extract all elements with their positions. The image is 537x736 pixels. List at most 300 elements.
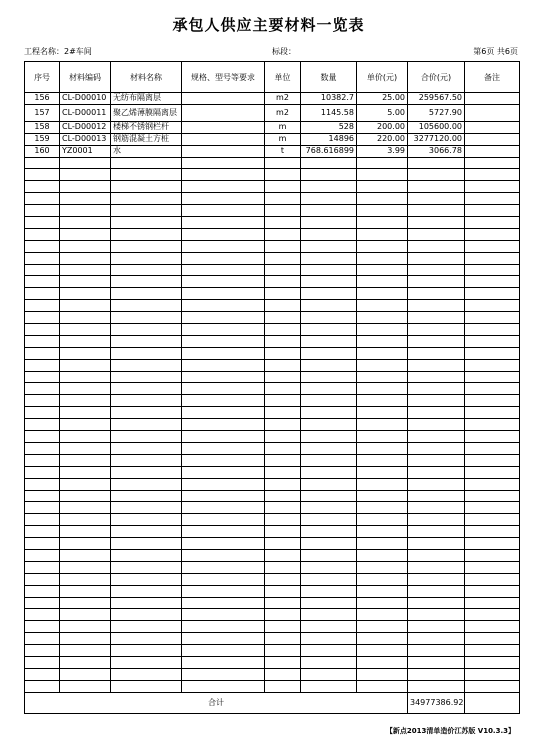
cell-empty (465, 526, 520, 538)
cell-empty (265, 205, 301, 217)
cell-empty (465, 240, 520, 252)
cell-note (465, 145, 520, 157)
cell-empty (301, 335, 357, 347)
cell-empty (265, 645, 301, 657)
cell-empty (111, 193, 182, 205)
table-row-empty (25, 312, 520, 324)
cell-empty (301, 609, 357, 621)
cell-empty (408, 514, 465, 526)
cell-empty (465, 478, 520, 490)
cell-empty (60, 312, 111, 324)
cell-empty (25, 347, 60, 359)
cell-empty (111, 169, 182, 181)
cell-empty (301, 395, 357, 407)
cell-empty (357, 169, 408, 181)
cell-empty (408, 240, 465, 252)
cell-empty (265, 466, 301, 478)
cell-empty (357, 276, 408, 288)
cell-empty (60, 252, 111, 264)
cell-empty (301, 538, 357, 550)
cell-empty (25, 514, 60, 526)
table-row (25, 104, 520, 121)
cell-empty (408, 549, 465, 561)
cell-empty (265, 335, 301, 347)
cell-empty (25, 240, 60, 252)
cell-empty (357, 395, 408, 407)
table-row-empty (25, 597, 520, 609)
cell-empty (182, 312, 265, 324)
cell-empty (408, 538, 465, 550)
cell-empty (301, 645, 357, 657)
cell-empty (25, 407, 60, 419)
cell-empty (408, 335, 465, 347)
cell-code: CL-D00011 (60, 104, 111, 121)
cell-qty: 768.616899 (301, 145, 357, 157)
cell-empty (465, 181, 520, 193)
cell-empty (465, 205, 520, 217)
cell-empty (182, 395, 265, 407)
table-row-empty (25, 335, 520, 347)
cell-empty (357, 680, 408, 692)
cell-empty (111, 478, 182, 490)
cell-empty (265, 419, 301, 431)
cell-empty (111, 217, 182, 229)
cell-code: CL-D00010 (60, 93, 111, 105)
cell-empty (301, 359, 357, 371)
cell-empty (301, 419, 357, 431)
cell-empty (111, 359, 182, 371)
cell-empty (182, 668, 265, 680)
cell-empty (182, 573, 265, 585)
cell-empty (408, 205, 465, 217)
cell-empty (357, 383, 408, 395)
cell-empty (408, 668, 465, 680)
cell-empty (182, 645, 265, 657)
cell-empty (182, 276, 265, 288)
cell-empty (60, 526, 111, 538)
cell-empty (357, 335, 408, 347)
cell-empty (357, 466, 408, 478)
cell-empty (465, 252, 520, 264)
cell-empty (408, 573, 465, 585)
cell-empty (25, 490, 60, 502)
cell-empty (301, 383, 357, 395)
cell-empty (408, 633, 465, 645)
cell-empty (408, 407, 465, 419)
cell-empty (465, 431, 520, 443)
table-row-empty (25, 193, 520, 205)
cell-empty (182, 561, 265, 573)
cell-empty (465, 454, 520, 466)
table-row-empty (25, 407, 520, 419)
table-row-empty (25, 181, 520, 193)
cell-empty (357, 538, 408, 550)
cell-empty (182, 514, 265, 526)
cell-code: CL-D00012 (60, 121, 111, 133)
cell-empty (465, 490, 520, 502)
cell-empty (357, 621, 408, 633)
table-row-empty (25, 656, 520, 668)
cell-empty (60, 359, 111, 371)
cell-empty (60, 454, 111, 466)
cell-note (465, 133, 520, 145)
cell-empty (182, 359, 265, 371)
cell-empty (111, 252, 182, 264)
cell-empty (301, 228, 357, 240)
table-row-empty (25, 419, 520, 431)
cell-empty (25, 371, 60, 383)
cell-empty (111, 431, 182, 443)
cell-empty (60, 240, 111, 252)
cell-empty (301, 407, 357, 419)
cell-empty (357, 240, 408, 252)
cell-empty (357, 324, 408, 336)
table-row-empty (25, 645, 520, 657)
cell-empty (465, 419, 520, 431)
cell-empty (301, 514, 357, 526)
cell-empty (25, 252, 60, 264)
cell-empty (357, 454, 408, 466)
total-label: 合计 (25, 692, 408, 713)
cell-empty (357, 371, 408, 383)
cell-empty (25, 431, 60, 443)
cell-empty (408, 597, 465, 609)
cell-empty (408, 193, 465, 205)
cell-total: 105600.00 (408, 121, 465, 133)
cell-empty (111, 526, 182, 538)
table-row-empty (25, 585, 520, 597)
cell-empty (357, 228, 408, 240)
cell-empty (408, 228, 465, 240)
cell-empty (182, 347, 265, 359)
cell-empty (301, 561, 357, 573)
table-row-empty (25, 217, 520, 229)
cell-empty (60, 193, 111, 205)
cell-empty (465, 407, 520, 419)
cell-empty (301, 347, 357, 359)
cell-empty (265, 549, 301, 561)
cell-empty (182, 609, 265, 621)
cell-empty (408, 300, 465, 312)
cell-empty (111, 621, 182, 633)
cell-empty (301, 621, 357, 633)
cell-empty (301, 157, 357, 169)
cell-empty (111, 371, 182, 383)
cell-empty (60, 276, 111, 288)
cell-empty (265, 526, 301, 538)
cell-empty (265, 217, 301, 229)
table-row (25, 121, 520, 133)
cell-empty (465, 300, 520, 312)
cell-unit: m (265, 133, 301, 145)
table-row-empty (25, 205, 520, 217)
cell-empty (465, 395, 520, 407)
cell-empty (465, 538, 520, 550)
cell-note (465, 104, 520, 121)
cell-empty (60, 668, 111, 680)
table-row-empty (25, 395, 520, 407)
cell-empty (301, 573, 357, 585)
cell-empty (60, 383, 111, 395)
cell-empty (408, 454, 465, 466)
cell-empty (265, 312, 301, 324)
cell-empty (265, 169, 301, 181)
cell-empty (111, 585, 182, 597)
cell-unit: m2 (265, 104, 301, 121)
cell-empty (111, 300, 182, 312)
cell-empty (111, 181, 182, 193)
cell-no: 156 (25, 93, 60, 105)
cell-empty (111, 514, 182, 526)
header-total: 合价(元) (408, 62, 465, 93)
cell-empty (265, 157, 301, 169)
cell-spec (182, 121, 265, 133)
cell-empty (265, 431, 301, 443)
cell-empty (25, 597, 60, 609)
cell-empty (111, 205, 182, 217)
cell-empty (111, 157, 182, 169)
cell-total: 5727.90 (408, 104, 465, 121)
page-info: 第6页 共6页 (473, 47, 518, 56)
cell-empty (408, 490, 465, 502)
cell-empty (265, 656, 301, 668)
cell-empty (265, 573, 301, 585)
project-name (24, 46, 92, 57)
cell-price: 3.99 (357, 145, 408, 157)
cell-empty (60, 205, 111, 217)
table-row-empty (25, 633, 520, 645)
cell-empty (301, 597, 357, 609)
cell-empty (408, 621, 465, 633)
cell-empty (111, 240, 182, 252)
cell-empty (408, 288, 465, 300)
cell-empty (25, 502, 60, 514)
header-no: 序号 (25, 62, 60, 93)
cell-empty (182, 169, 265, 181)
cell-empty (25, 633, 60, 645)
cell-empty (182, 383, 265, 395)
table-row (25, 93, 520, 105)
cell-total: 3277120.00 (408, 133, 465, 145)
cell-empty (265, 621, 301, 633)
cell-empty (357, 252, 408, 264)
cell-empty (182, 300, 265, 312)
cell-empty (465, 502, 520, 514)
table-row-empty (25, 347, 520, 359)
cell-price: 220.00 (357, 133, 408, 145)
cell-empty (111, 609, 182, 621)
cell-empty (25, 276, 60, 288)
cell-empty (60, 264, 111, 276)
cell-empty (25, 181, 60, 193)
cell-empty (265, 264, 301, 276)
cell-empty (111, 561, 182, 573)
table-row-empty (25, 276, 520, 288)
cell-empty (25, 335, 60, 347)
cell-empty (111, 276, 182, 288)
cell-unit: m (265, 121, 301, 133)
header-name: 材料名称 (111, 62, 182, 93)
table-row-empty (25, 680, 520, 692)
header-qty: 数量 (301, 62, 357, 93)
cell-empty (408, 324, 465, 336)
cell-empty (111, 573, 182, 585)
cell-empty (408, 419, 465, 431)
cell-empty (25, 383, 60, 395)
cell-empty (357, 407, 408, 419)
cell-empty (111, 680, 182, 692)
cell-empty (25, 205, 60, 217)
cell-empty (182, 585, 265, 597)
table-row-empty (25, 169, 520, 181)
cell-empty (265, 561, 301, 573)
cell-empty (182, 478, 265, 490)
cell-empty (357, 609, 408, 621)
cell-empty (357, 419, 408, 431)
cell-empty (265, 407, 301, 419)
cell-empty (357, 549, 408, 561)
cell-empty (465, 157, 520, 169)
cell-empty (465, 442, 520, 454)
cell-empty (25, 264, 60, 276)
cell-empty (182, 264, 265, 276)
cell-empty (408, 276, 465, 288)
cell-empty (111, 645, 182, 657)
cell-empty (357, 645, 408, 657)
cell-empty (111, 324, 182, 336)
cell-empty (301, 264, 357, 276)
cell-empty (357, 490, 408, 502)
cell-empty (408, 181, 465, 193)
total-note (465, 692, 520, 713)
cell-empty (60, 633, 111, 645)
cell-empty (25, 466, 60, 478)
cell-empty (265, 359, 301, 371)
cell-empty (265, 680, 301, 692)
cell-empty (60, 478, 111, 490)
cell-spec (182, 93, 265, 105)
cell-empty (25, 157, 60, 169)
software-footer: 【新点2013清单造价江苏版 V10.3.3】 (385, 727, 515, 735)
header-spec: 规格、型号等要求 (182, 62, 265, 93)
cell-qty: 10382.7 (301, 93, 357, 105)
cell-empty (25, 228, 60, 240)
cell-empty (301, 312, 357, 324)
cell-total: 259567.50 (408, 93, 465, 105)
cell-no: 159 (25, 133, 60, 145)
cell-empty (60, 549, 111, 561)
cell-empty (357, 181, 408, 193)
cell-empty (111, 466, 182, 478)
cell-empty (111, 633, 182, 645)
cell-code: CL-D00013 (60, 133, 111, 145)
project-label: 工程名称： (24, 47, 64, 56)
cell-empty (60, 514, 111, 526)
cell-empty (265, 668, 301, 680)
cell-empty (301, 442, 357, 454)
header-price: 单价(元) (357, 62, 408, 93)
cell-empty (301, 300, 357, 312)
cell-empty (60, 228, 111, 240)
cell-empty (182, 288, 265, 300)
cell-empty (301, 288, 357, 300)
cell-empty (301, 454, 357, 466)
cell-empty (25, 609, 60, 621)
cell-empty (60, 324, 111, 336)
cell-empty (60, 395, 111, 407)
cell-empty (111, 288, 182, 300)
cell-empty (111, 549, 182, 561)
cell-empty (357, 300, 408, 312)
cell-empty (265, 514, 301, 526)
cell-empty (25, 217, 60, 229)
header-note: 备注 (465, 62, 520, 93)
cell-empty (301, 276, 357, 288)
cell-empty (465, 668, 520, 680)
cell-note (465, 121, 520, 133)
cell-empty (265, 347, 301, 359)
cell-empty (357, 193, 408, 205)
cell-empty (60, 300, 111, 312)
table-row-empty (25, 252, 520, 264)
cell-empty (265, 597, 301, 609)
cell-empty (182, 335, 265, 347)
table-row-empty (25, 478, 520, 490)
cell-empty (60, 490, 111, 502)
table-row-empty (25, 502, 520, 514)
cell-empty (357, 288, 408, 300)
cell-empty (111, 656, 182, 668)
cell-empty (408, 371, 465, 383)
cell-price: 200.00 (357, 121, 408, 133)
table-row-empty (25, 288, 520, 300)
cell-total: 3066.78 (408, 145, 465, 157)
cell-empty (408, 252, 465, 264)
cell-empty (265, 585, 301, 597)
cell-empty (25, 561, 60, 573)
cell-empty (301, 633, 357, 645)
cell-empty (265, 609, 301, 621)
cell-empty (465, 514, 520, 526)
cell-name: 聚乙烯薄膜隔离层 (111, 104, 182, 121)
cell-empty (265, 502, 301, 514)
cell-empty (465, 561, 520, 573)
cell-empty (408, 359, 465, 371)
cell-empty (357, 442, 408, 454)
cell-no: 157 (25, 104, 60, 121)
cell-empty (60, 157, 111, 169)
cell-code: YZ0001 (60, 145, 111, 157)
cell-empty (301, 680, 357, 692)
cell-empty (111, 502, 182, 514)
cell-empty (265, 228, 301, 240)
header-unit: 单位 (265, 62, 301, 93)
cell-empty (111, 490, 182, 502)
cell-empty (60, 502, 111, 514)
cell-empty (111, 395, 182, 407)
cell-empty (357, 431, 408, 443)
table-row-empty (25, 383, 520, 395)
cell-empty (408, 680, 465, 692)
table-header-row (25, 62, 520, 93)
cell-empty (408, 169, 465, 181)
cell-empty (301, 252, 357, 264)
cell-empty (25, 549, 60, 561)
grand-total: 34977386.92 (408, 692, 465, 713)
cell-empty (408, 561, 465, 573)
cell-empty (60, 419, 111, 431)
total-row (25, 692, 520, 713)
